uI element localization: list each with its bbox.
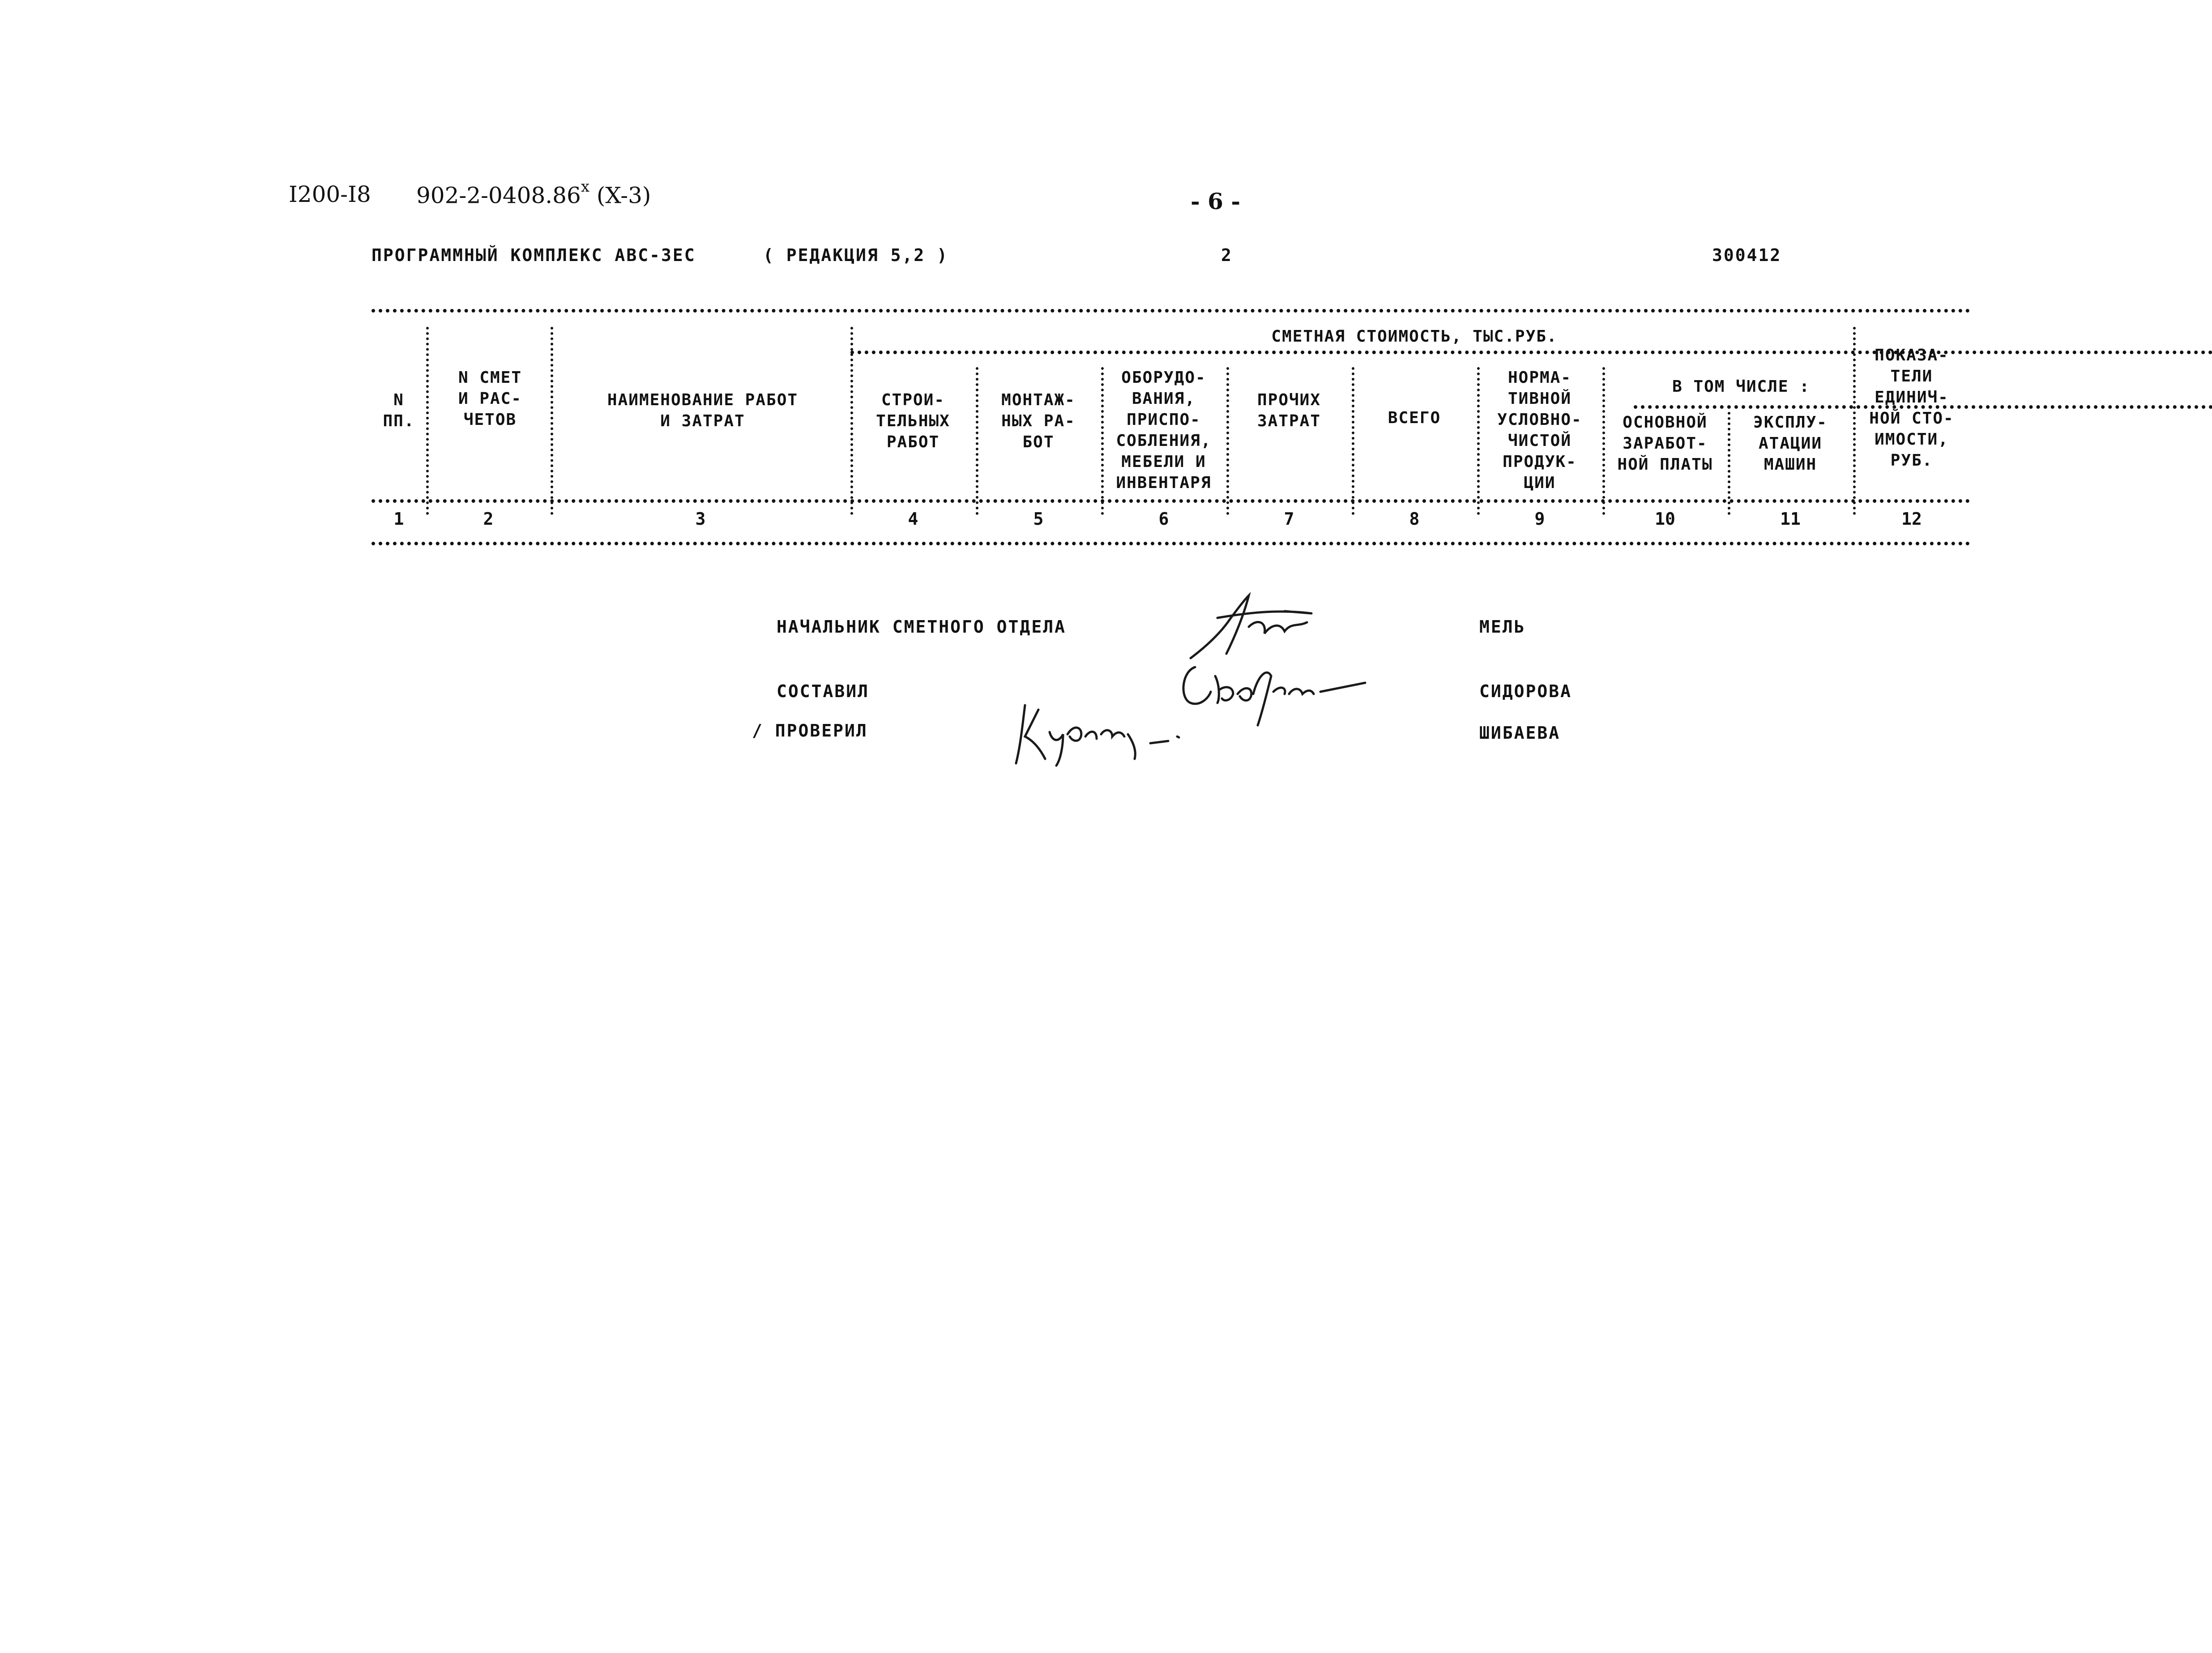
col-header-5: МОНТАЖ- НЫХ РА- БОТ bbox=[1001, 391, 1076, 451]
col-number-8: 8 bbox=[1409, 509, 1420, 529]
col-header-1: N ПП. bbox=[383, 391, 415, 430]
col-header-4: СТРОИ- ТЕЛЬНЫХ РАБОТ bbox=[876, 391, 950, 451]
col-divider-1 bbox=[426, 327, 429, 515]
col-number-10: 10 bbox=[1655, 509, 1675, 529]
project-code-suffix: (X-3) bbox=[596, 182, 651, 209]
signature-compiled-by bbox=[1177, 649, 1374, 730]
program-edition: ( РЕДАКЦИЯ 5,2 ) bbox=[763, 245, 949, 265]
table-header-rule bbox=[372, 499, 1970, 503]
role-head-of-estimates: НАЧАЛЬНИК СМЕТНОГО ОТДЕЛА bbox=[777, 617, 1066, 637]
program-page-index: 2 bbox=[1221, 245, 1233, 265]
name-head-of-estimates: МЕЛЬ bbox=[1479, 617, 1526, 637]
col-header-8: ВСЕГО bbox=[1388, 409, 1441, 427]
name-compiled-by: СИДОРОВА bbox=[1479, 681, 1572, 701]
col-number-9: 9 bbox=[1534, 509, 1545, 529]
col-number-6: 6 bbox=[1158, 509, 1169, 529]
program-name: ПРОГРАММНЫЙ КОМПЛЕКС АВС-ЗЕС bbox=[372, 245, 696, 265]
signature-checked-by bbox=[1007, 692, 1195, 768]
col-header-12: ПОКАЗА- ТЕЛИ ЕДИНИЧ- НОЙ СТО- ИМОСТИ, РУБ. bbox=[1869, 346, 1954, 470]
col-number-7: 7 bbox=[1284, 509, 1294, 529]
col-number-1: 1 bbox=[393, 509, 404, 529]
col-number-5: 5 bbox=[1033, 509, 1044, 529]
sheet-code: I200-I8 bbox=[289, 181, 371, 207]
role-checked-by: / ПРОВЕРИЛ bbox=[752, 721, 868, 741]
project-code bbox=[416, 178, 651, 209]
estimate-table bbox=[372, 309, 1970, 548]
col-number-3: 3 bbox=[695, 509, 706, 529]
project-code-number: 902-2-0408.86 bbox=[416, 182, 581, 209]
group-header-estimated-cost: СМЕТНАЯ СТОИМОСТЬ, ТЫС.РУБ. bbox=[1271, 327, 1558, 346]
col-header-11: ЭКСПЛУ- АТАЦИИ МАШИН bbox=[1753, 413, 1828, 474]
table-bottom-rule bbox=[372, 542, 1970, 545]
col-number-11: 11 bbox=[1780, 509, 1801, 529]
col-header-3: НАИМЕНОВАНИЕ РАБОТ И ЗАТРАТ bbox=[607, 391, 799, 430]
col-number-12: 12 bbox=[1901, 509, 1922, 529]
name-checked-by: ШИБАЕВА bbox=[1479, 723, 1561, 743]
col-number-4: 4 bbox=[908, 509, 918, 529]
role-compiled-by: СОСТАВИЛ bbox=[777, 681, 870, 701]
project-code-mark: x bbox=[581, 178, 589, 196]
col-header-2: N СМЕТ И РАС- ЧЕТОВ bbox=[458, 368, 522, 429]
table-group-rule bbox=[850, 351, 2212, 354]
col-number-2: 2 bbox=[483, 509, 494, 529]
col-divider-2 bbox=[551, 327, 553, 515]
table-top-rule bbox=[372, 309, 1970, 313]
page-number: - 6 - bbox=[1191, 188, 1241, 214]
col-header-10: ОСНОВНОЙ ЗАРАБОТ- НОЙ ПЛАТЫ bbox=[1617, 413, 1713, 474]
program-code: 300412 bbox=[1712, 245, 1782, 265]
col-header-9: НОРМА- ТИВНОЙ УСЛОВНО- ЧИСТОЙ ПРОДУК- ЦИИ bbox=[1497, 368, 1582, 492]
col-header-7: ПРОЧИХ ЗАТРАТ bbox=[1257, 391, 1321, 430]
col-divider-7 bbox=[1352, 367, 1354, 515]
subgroup-header-including: В ТОМ ЧИСЛЕ : bbox=[1672, 377, 1810, 396]
col-header-6: ОБОРУДО- ВАНИЯ, ПРИСПО- СОБЛЕНИЯ, МЕБЕЛИ И ИНВЕНТАРЯ bbox=[1116, 368, 1212, 492]
